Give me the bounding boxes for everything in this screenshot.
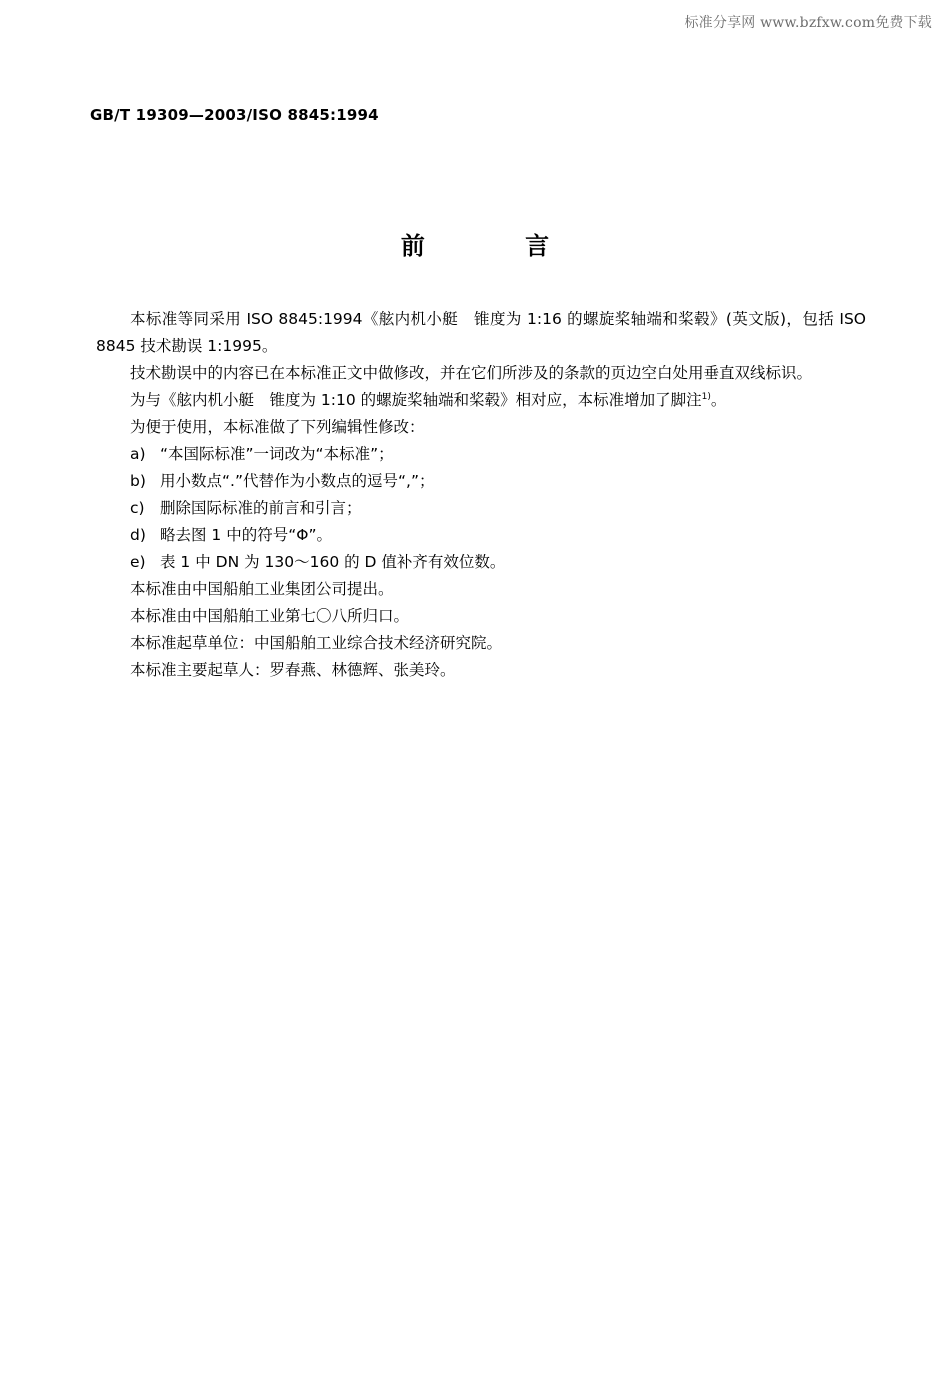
list-item-text: 略去图 1 中的符号“Φ”。 — [160, 526, 332, 544]
list-item-label: a) — [130, 445, 146, 463]
list-item-label: b) — [130, 472, 146, 490]
paragraph-adoption: 本标准等同采用 ISO 8845:1994《舷内机小艇 锥度为 1:16 的螺旋桨轴端和桨毂》(英文版)，包括 ISO 8845 技术勘误 1:1995。 — [96, 310, 866, 355]
list-item-label: e) — [130, 553, 146, 571]
list-item — [96, 549, 866, 576]
footnote-mark: 1) — [701, 391, 711, 402]
list-item-text: 表 1 中 DN 为 130～160 的 D 值补齐有效位数。 — [160, 553, 506, 571]
paragraph-errata: 技术勘误中的内容已在本标准正文中做修改，并在它们所涉及的条款的页边空白处用垂直双线标识。 — [130, 364, 813, 382]
list-item — [96, 522, 866, 549]
paragraph-edits-intro: 为便于使用，本标准做了下列编辑性修改： — [130, 418, 425, 436]
page-title: 前 言 — [400, 232, 596, 260]
paragraph-footnote-tail: 。 — [710, 391, 727, 409]
document-code: GB/T 19309—2003/ISO 8845:1994 — [90, 106, 379, 124]
list-item — [96, 495, 866, 522]
list-item-label: c) — [130, 499, 145, 517]
paragraph-footnote-text: 为与《舷内机小艇 锥度为 1:10 的螺旋桨轴端和桨毂》相对应，本标准增加了脚注 — [130, 391, 702, 409]
list-item — [96, 441, 866, 468]
document-body — [96, 306, 866, 684]
paragraph-footnote — [96, 387, 866, 414]
paragraph-drafting-unit: 本标准起草单位：中国船舶工业综合技术经济研究院。 — [130, 634, 503, 652]
list-item-text: 用小数点“.”代替作为小数点的逗号“,”； — [160, 472, 435, 490]
list-item-text: 删除国际标准的前言和引言； — [160, 499, 362, 517]
paragraph-proposer: 本标准由中国船舶工业集团公司提出。 — [130, 580, 394, 598]
list-item-label: d) — [130, 526, 146, 544]
paragraph-centralized: 本标准由中国船舶工业第七〇八所归口。 — [130, 607, 410, 625]
paragraph-drafters: 本标准主要起草人：罗春燕、林德辉、张美玲。 — [130, 661, 456, 679]
list-item — [96, 468, 866, 495]
watermark: 标准分享网 www.bzfxw.com免费下载 — [684, 15, 932, 31]
list-item-text: “本国际标准”一词改为“本标准”； — [160, 445, 394, 463]
